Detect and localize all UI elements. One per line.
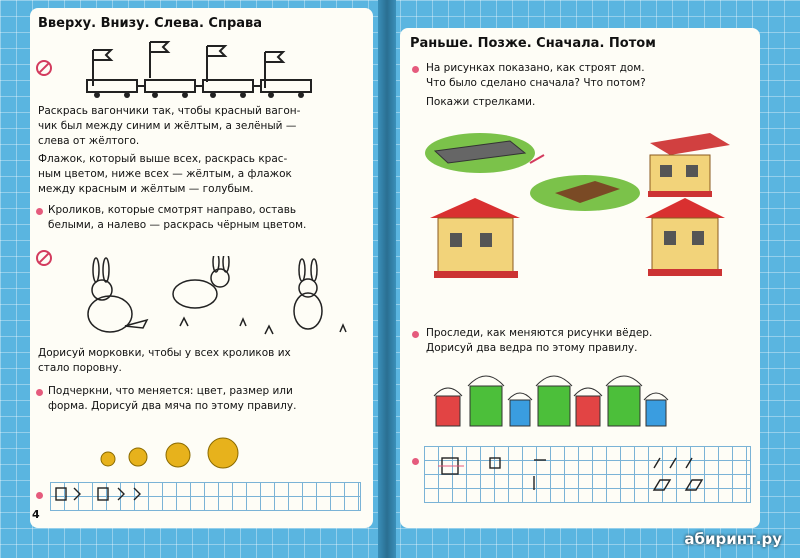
page-number: 4 (32, 508, 40, 521)
right-page (400, 28, 760, 528)
task-wagons-line: слева от жёлтого. (38, 135, 140, 147)
bucket-2 (470, 386, 502, 426)
grid-pattern-right (434, 450, 744, 500)
house-full-2 (645, 198, 725, 276)
task-wagons-line: чик был между синим и жёлтым, а зелёный — (38, 120, 297, 132)
task-rabbits-line: Кроликов, которые смотрят направо, оставь (48, 204, 297, 216)
task-house-line: На рисунках показано, как строят дом. (426, 62, 645, 74)
grid-pattern-left (54, 484, 184, 508)
task-flags-line: ным цветом, ниже всех — жёлтым, а флажок (38, 168, 292, 180)
ball-2 (129, 448, 147, 466)
task-house (426, 61, 646, 110)
task-wagons (38, 104, 300, 149)
ball-3 (166, 443, 190, 467)
task-buckets-line: Дорисуй два ведра по этому правилу. (426, 342, 638, 354)
house-full-1 (430, 198, 520, 278)
book-spine (378, 0, 396, 558)
bucket-6 (608, 386, 640, 426)
no-pencil-icon (36, 60, 52, 76)
bucket-1 (436, 396, 460, 426)
rabbit-2 (173, 280, 217, 308)
buckets-illustration (430, 366, 710, 432)
house-building-illustration (420, 123, 750, 303)
task-buckets (426, 326, 652, 356)
flag-2 (150, 42, 168, 52)
ball-1 (101, 452, 115, 466)
rabbit-3 (294, 293, 322, 329)
bullet-dot (412, 458, 419, 465)
wagon-2 (145, 80, 195, 92)
bucket-4 (538, 386, 570, 426)
flag-3 (207, 46, 225, 56)
wagon-4 (261, 80, 311, 92)
bullet-dot (36, 492, 43, 499)
bullet-dot (36, 389, 43, 396)
left-page-title: Вверху. Внизу. Слева. Справа (38, 16, 263, 31)
no-pencil-icon (36, 250, 52, 266)
bullet-dot (412, 331, 419, 338)
slash-pattern (654, 458, 692, 468)
left-page (30, 8, 373, 528)
task-house-line: Что было сделано сначала? Что потом? (426, 77, 646, 89)
wagon-1 (87, 80, 137, 92)
task-flags-line: между красным и жёлтым — голубым. (38, 183, 254, 195)
train-illustration (85, 38, 325, 100)
task-balls-line: форма. Дорисуй два мяча по этому правилу. (48, 400, 297, 412)
balls-illustration (98, 433, 248, 478)
task-balls-line: Подчеркни, что меняется: цвет, размер или (48, 385, 293, 397)
task-flags-line: Флажок, который выше всех, раскрась крас- (38, 153, 288, 165)
task-rabbits-line: белыми, а налево — раскрась чёрным цветом. (48, 219, 307, 231)
flag-1 (93, 50, 111, 60)
bullet-dot (412, 66, 419, 73)
wagon-3 (203, 80, 253, 92)
right-page-title: Раньше. Позже. Сначала. Потом (410, 36, 656, 51)
task-house-line: Покажи стрелками. (426, 96, 536, 108)
ball-4 (208, 438, 238, 468)
task-buckets-line: Проследи, как меняются рисунки вёдер. (426, 327, 653, 339)
task-carrots-line: стало поровну. (38, 362, 122, 374)
task-rabbits (48, 203, 306, 233)
task-carrots-line: Дорисуй морковки, чтобы у всех кроликов их (38, 347, 291, 359)
house-walls (648, 133, 730, 197)
bucket-5 (576, 396, 600, 426)
bucket-3 (510, 400, 530, 426)
flag-4 (265, 52, 283, 62)
rabbits-illustration (70, 256, 350, 346)
task-wagons-line: Раскрась вагончики так, чтобы красный вагон- (38, 105, 301, 117)
bullet-dot (36, 208, 43, 215)
task-flags (38, 152, 292, 197)
task-balls (48, 384, 296, 414)
watermark: абиринт.ру (684, 530, 782, 548)
bucket-7 (646, 400, 666, 426)
task-carrots (38, 346, 291, 376)
